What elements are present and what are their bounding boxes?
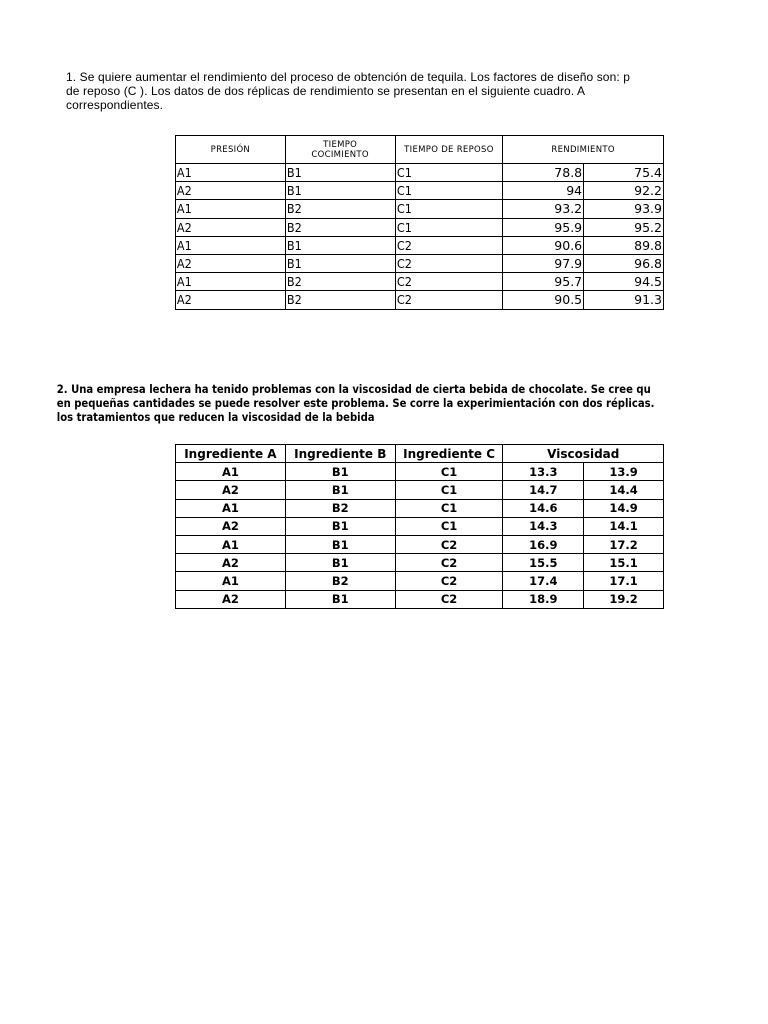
factor-a-value: A2 <box>176 219 192 235</box>
replica-2-value: 19.2 <box>609 592 638 607</box>
factor-b-value: B1 <box>331 519 349 534</box>
factor-c-value: C2 <box>440 555 458 570</box>
factor-b-value: B2 <box>286 201 302 217</box>
replica-2-value: 17.2 <box>609 537 638 552</box>
replica-1-cell <box>503 572 584 590</box>
factor-c-value: C1 <box>440 519 458 534</box>
replica-1-value: 93.2 <box>554 201 583 217</box>
table-row <box>176 499 664 517</box>
table-row <box>176 291 664 309</box>
replica-2-value: 17.1 <box>609 573 638 588</box>
replica-1-value: 17.4 <box>529 573 558 588</box>
factor-a-value: A1 <box>221 573 239 588</box>
replica-1-cell <box>503 182 584 200</box>
replica-2-cell <box>584 535 664 553</box>
header-tiempo-cocimiento-line-1: TIEMPO <box>323 139 358 150</box>
factor-c-cell <box>395 535 503 553</box>
replica-1-value: 13.3 <box>529 464 558 479</box>
factor-a-value: A1 <box>176 274 192 290</box>
replica-1-value: 90.5 <box>554 292 583 308</box>
factor-a-cell <box>176 517 286 535</box>
factor-c-cell <box>395 164 503 182</box>
factor-b-value: B2 <box>286 219 302 235</box>
factor-c-value: C1 <box>440 501 458 516</box>
replica-1-cell <box>503 463 584 481</box>
table-row <box>176 254 664 272</box>
replica-1-value: 14.3 <box>529 519 558 534</box>
replica-2-value: 13.9 <box>609 464 638 479</box>
replica-1-cell <box>503 590 584 608</box>
replica-2-cell <box>584 463 664 481</box>
factor-a-value: A2 <box>221 482 239 497</box>
problem1-line-3: correspondientes. <box>66 98 164 112</box>
factor-b-cell <box>285 164 395 182</box>
replica-2-value: 94.5 <box>634 274 662 290</box>
factor-b-cell <box>285 200 395 218</box>
table-row <box>176 218 664 236</box>
replica-2-value: 91.3 <box>634 292 662 308</box>
table-row <box>176 535 664 553</box>
factor-c-value: C2 <box>440 573 458 588</box>
factor-b-value: B2 <box>331 573 349 588</box>
factor-c-value: C1 <box>396 183 412 199</box>
header-viscosidad: Viscosidad <box>503 445 664 463</box>
factor-c-cell <box>395 218 503 236</box>
replica-2-cell <box>584 218 664 236</box>
factor-c-cell <box>395 517 503 535</box>
factor-b-value: B1 <box>286 256 302 272</box>
factor-b-cell <box>285 273 395 291</box>
factor-b-value: B2 <box>331 501 349 516</box>
problem1-line-2: de reposo (C ). Los datos de dos réplicas de rendimiento se presentan en el siguiente cuadro. A <box>66 84 586 98</box>
replica-1-cell <box>503 481 584 499</box>
replica-2-value: 93.9 <box>634 201 662 217</box>
factor-c-cell <box>395 182 503 200</box>
tequila-yield-table <box>175 135 664 310</box>
factor-b-cell <box>285 499 395 517</box>
factor-c-cell <box>395 273 503 291</box>
replica-1-cell <box>503 517 584 535</box>
factor-a-value: A1 <box>221 464 239 479</box>
factor-c-value: C2 <box>440 537 458 552</box>
factor-c-value: C1 <box>396 219 412 235</box>
factor-b-cell <box>285 218 395 236</box>
table-row <box>176 273 664 291</box>
factor-c-value: C2 <box>396 274 412 290</box>
header-tiempo-cocimiento <box>285 136 395 164</box>
factor-a-value: A1 <box>221 537 239 552</box>
replica-1-cell <box>503 218 584 236</box>
replica-2-value: 75.4 <box>634 165 662 181</box>
factor-a-value: A1 <box>176 237 192 253</box>
factor-c-value: C2 <box>440 592 458 607</box>
replica-2-cell <box>584 499 664 517</box>
table-row <box>176 200 664 218</box>
factor-b-value: B1 <box>331 537 349 552</box>
factor-c-cell <box>395 590 503 608</box>
replica-2-cell <box>584 182 664 200</box>
factor-c-cell <box>395 481 503 499</box>
factor-b-value: B1 <box>331 592 349 607</box>
problem2-line-3: los tratamientos que reducen la viscosidad de la bebida <box>56 410 375 424</box>
viscosity-table <box>175 444 664 609</box>
factor-a-cell <box>176 535 286 553</box>
header-tiempo-reposo: TIEMPO DE REPOSO <box>395 136 503 164</box>
factor-a-value: A2 <box>221 592 239 607</box>
factor-a-cell <box>176 254 286 272</box>
factor-b-cell <box>285 590 395 608</box>
replica-2-cell <box>584 236 664 254</box>
factor-c-value: C1 <box>440 464 458 479</box>
factor-b-value: B1 <box>331 464 349 479</box>
factor-a-value: A2 <box>176 183 192 199</box>
header-rendimiento: RENDIMIENTO <box>503 136 664 164</box>
factor-b-value: B1 <box>331 482 349 497</box>
factor-c-cell <box>395 554 503 572</box>
factor-b-cell <box>285 236 395 254</box>
factor-b-value: B2 <box>286 274 302 290</box>
factor-b-cell <box>285 182 395 200</box>
replica-1-value: 16.9 <box>529 537 558 552</box>
replica-2-cell <box>584 572 664 590</box>
factor-c-value: C1 <box>440 482 458 497</box>
factor-b-cell <box>285 572 395 590</box>
replica-1-cell <box>503 499 584 517</box>
replica-1-value: 14.6 <box>529 501 558 516</box>
factor-b-cell <box>285 481 395 499</box>
factor-b-cell <box>285 517 395 535</box>
replica-1-value: 95.9 <box>554 219 583 235</box>
replica-2-cell <box>584 517 664 535</box>
factor-c-cell <box>395 572 503 590</box>
factor-a-cell <box>176 463 286 481</box>
table-row <box>176 572 664 590</box>
replica-2-cell <box>584 590 664 608</box>
factor-c-value: C2 <box>396 237 412 253</box>
replica-2-value: 95.2 <box>634 219 662 235</box>
factor-a-cell <box>176 499 286 517</box>
table-row <box>176 590 664 608</box>
header-ingrediente-b: Ingrediente B <box>285 445 395 463</box>
factor-a-cell <box>176 554 286 572</box>
replica-1-value: 95.7 <box>554 274 583 290</box>
viscosity-body <box>176 463 664 609</box>
replica-1-value: 94 <box>566 183 583 199</box>
factor-a-cell <box>176 590 286 608</box>
factor-a-cell <box>176 572 286 590</box>
tequila-yield-body <box>176 164 664 310</box>
table-row <box>176 236 664 254</box>
table-row <box>176 481 664 499</box>
replica-1-value: 90.6 <box>554 237 583 253</box>
replica-1-cell <box>503 254 584 272</box>
factor-a-cell <box>176 218 286 236</box>
replica-1-cell <box>503 200 584 218</box>
problem2-line-1: 2. Una empresa lechera ha tenido problemas con la viscosidad de cierta bebida de chocolate. Se cree qu <box>56 382 651 396</box>
factor-a-cell <box>176 236 286 254</box>
replica-1-value: 15.5 <box>529 555 558 570</box>
replica-2-value: 14.1 <box>609 519 638 534</box>
table-header-row <box>176 445 664 463</box>
factor-c-value: C1 <box>396 201 412 217</box>
factor-c-cell <box>395 200 503 218</box>
factor-a-value: A2 <box>176 292 192 308</box>
factor-b-cell <box>285 535 395 553</box>
factor-a-cell <box>176 291 286 309</box>
replica-2-cell <box>584 554 664 572</box>
factor-a-value: A1 <box>176 201 192 217</box>
factor-a-cell <box>176 273 286 291</box>
factor-a-cell <box>176 182 286 200</box>
table-row <box>176 554 664 572</box>
factor-a-cell <box>176 164 286 182</box>
factor-c-cell <box>395 463 503 481</box>
factor-c-cell <box>395 499 503 517</box>
factor-a-cell <box>176 200 286 218</box>
replica-2-value: 96.8 <box>634 256 662 272</box>
replica-2-cell <box>584 481 664 499</box>
factor-b-cell <box>285 554 395 572</box>
factor-a-value: A1 <box>221 501 239 516</box>
replica-2-cell <box>584 164 664 182</box>
replica-2-cell <box>584 291 664 309</box>
table-header-row <box>176 136 664 164</box>
factor-b-value: B1 <box>286 183 302 199</box>
replica-1-cell <box>503 554 584 572</box>
replica-1-cell <box>503 236 584 254</box>
factor-c-cell <box>395 254 503 272</box>
header-ingrediente-c: Ingrediente C <box>395 445 503 463</box>
problem2-line-2: en pequeñas cantidades se puede resolver este problema. Se corre la experimientación con dos réplicas. <box>56 396 655 410</box>
replica-2-value: 92.2 <box>634 183 662 199</box>
replica-1-value: 18.9 <box>529 592 558 607</box>
factor-b-cell <box>285 463 395 481</box>
table-row <box>176 164 664 182</box>
table-row <box>176 182 664 200</box>
factor-a-value: A2 <box>221 519 239 534</box>
replica-2-cell <box>584 254 664 272</box>
replica-2-cell <box>584 273 664 291</box>
factor-c-value: C2 <box>396 256 412 272</box>
replica-2-value: 14.9 <box>609 501 638 516</box>
factor-b-value: B1 <box>331 555 349 570</box>
factor-a-cell <box>176 481 286 499</box>
factor-c-value: C1 <box>396 165 412 181</box>
replica-1-cell <box>503 164 584 182</box>
replica-1-value: 14.7 <box>529 482 558 497</box>
factor-a-value: A2 <box>176 256 192 272</box>
header-ingrediente-a: Ingrediente A <box>176 445 286 463</box>
header-tiempo-cocimiento-line-2: COCIMIENTO <box>311 149 369 160</box>
problem1-line-1: 1. Se quiere aumentar el rendimiento del proceso de obtención de tequila. Los factores de diseño son: p <box>66 70 630 84</box>
replica-1-value: 97.9 <box>554 256 583 272</box>
replica-2-value: 14.4 <box>609 482 638 497</box>
replica-2-value: 89.8 <box>634 237 662 253</box>
replica-1-value: 78.8 <box>554 165 583 181</box>
factor-b-value: B1 <box>286 165 302 181</box>
replica-2-value: 15.1 <box>609 555 638 570</box>
factor-a-value: A1 <box>176 165 192 181</box>
factor-c-cell <box>395 236 503 254</box>
table-row <box>176 463 664 481</box>
table-row <box>176 517 664 535</box>
factor-b-value: B1 <box>286 237 302 253</box>
replica-1-cell <box>503 273 584 291</box>
factor-c-value: C2 <box>396 292 412 308</box>
header-presion: PRESIÓN <box>176 136 286 164</box>
factor-c-cell <box>395 291 503 309</box>
factor-a-value: A2 <box>221 555 239 570</box>
factor-b-cell <box>285 254 395 272</box>
replica-1-cell <box>503 535 584 553</box>
factor-b-cell <box>285 291 395 309</box>
replica-1-cell <box>503 291 584 309</box>
replica-2-cell <box>584 200 664 218</box>
factor-b-value: B2 <box>286 292 302 308</box>
